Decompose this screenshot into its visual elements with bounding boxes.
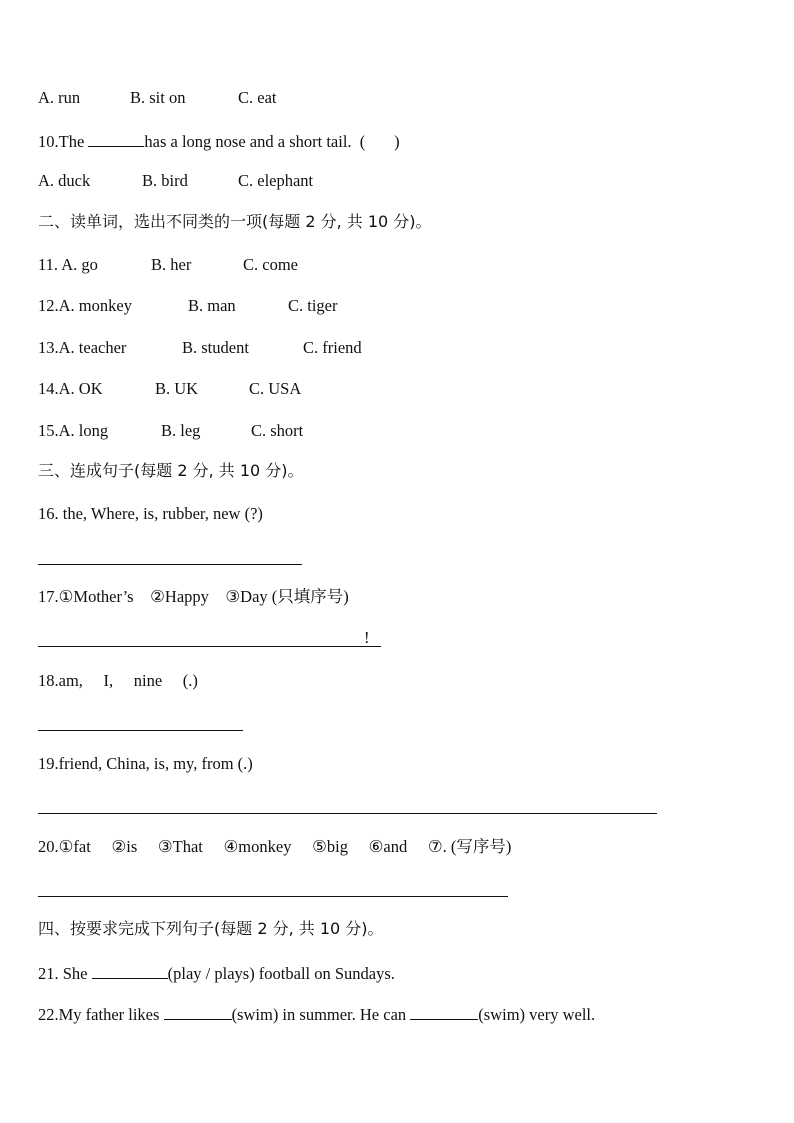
question-16: 16. the, Where, is, rubber, new (?) [38,504,263,523]
q16-answer-line[interactable] [38,564,302,565]
q10-post: has a long nose and a short tail. ( ) [144,132,400,151]
question-19: 19.friend, China, is, my, from (.) [38,754,253,773]
q10-options [38,171,313,191]
q10-blank[interactable] [88,130,144,147]
q20-answer-line[interactable] [38,896,508,897]
q11-option-a: 11. A. go [38,255,98,274]
section-3-heading: 三、连成句子(每题 2 分, 共 10 分)。 [38,461,304,480]
question-14 [38,379,301,399]
q14-option-b: B. UK [155,379,199,398]
q17-exclamation: ! [364,628,370,647]
question-17: 17.①Mother’s ②Happy ③Day (只填序号) [38,587,349,606]
section-4-heading: 四、按要求完成下列句子(每题 2 分, 共 10 分)。 [38,919,384,938]
q21-post: (play / plays) football on Sundays. [167,964,395,983]
q13-option-b: B. student [182,338,249,357]
q21-pre: 21. She [38,964,92,983]
q18-answer-line[interactable] [38,730,243,731]
q11-option-b: B. her [151,255,192,274]
question-21 [38,962,395,984]
q15-option-a: 15.A. long [38,421,109,440]
q22-blank-2[interactable] [410,1003,478,1020]
q22-pre: 22.My father likes [38,1005,164,1024]
q13-option-a: 13.A. teacher [38,338,127,357]
question-15 [38,421,303,441]
q17-answer-line[interactable] [38,646,381,647]
q15-option-c: C. short [251,421,304,440]
q14-option-a: 14.A. OK [38,379,103,398]
q10-option-a: A. duck [38,171,91,190]
q12-option-b: B. man [188,296,236,315]
q12-option-c: C. tiger [288,296,338,315]
q9-option-b: B. sit on [130,88,186,107]
question-20: 20.①fat ②is ③That ④monkey ⑤big ⑥and ⑦. (写序号) [38,837,512,856]
question-11 [38,255,298,275]
q13-option-c: C. friend [303,338,362,357]
q11-option-c: C. come [243,255,298,274]
q10-pre: 10.The [38,132,89,151]
q22-post: (swim) very well. [478,1005,596,1024]
q9-options [38,88,277,108]
question-22 [38,1003,595,1025]
q14-option-c: C. USA [249,379,302,398]
q19-answer-line[interactable] [38,813,657,814]
q12-option-a: 12.A. monkey [38,296,132,315]
question-13 [38,338,362,358]
q22-blank-1[interactable] [164,1003,232,1020]
q15-option-b: B. leg [161,421,201,440]
q9-option-c: C. eat [238,88,277,107]
q9-option-a: A. run [38,88,81,107]
section-2-heading: 二、读单词，选出不同类的一项(每题 2 分, 共 10 分)。 [38,212,432,231]
question-18: 18.am, I, nine (.) [38,671,198,690]
q21-blank[interactable] [92,962,168,979]
question-12 [38,296,338,316]
q10-option-c: C. elephant [238,171,314,190]
question-10 [38,130,400,152]
q10-option-b: B. bird [142,171,188,190]
q22-mid: (swim) in summer. He can [231,1005,411,1024]
